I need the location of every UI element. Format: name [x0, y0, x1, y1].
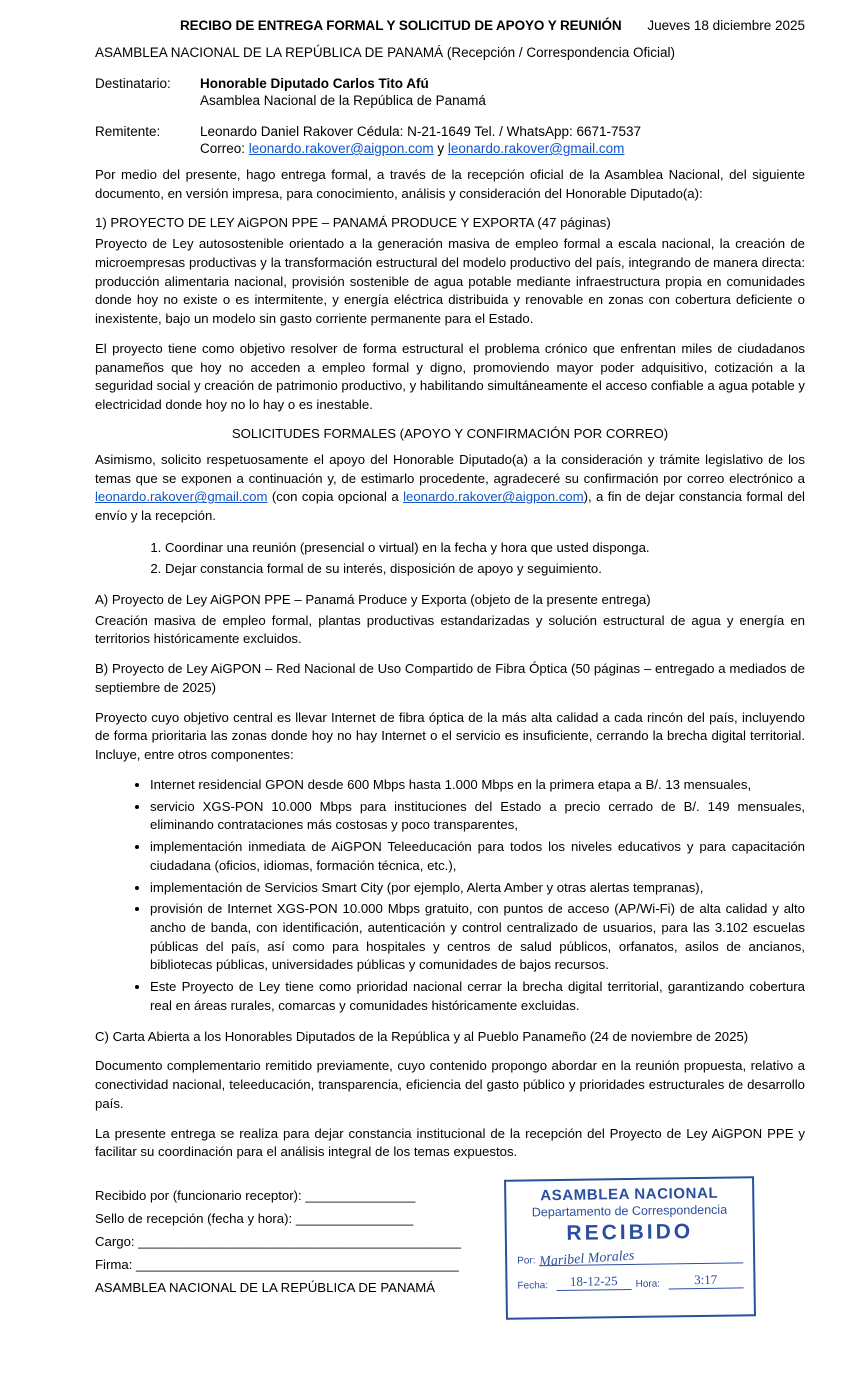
sender-emails — [200, 141, 805, 156]
sender-label: Remitente: — [95, 124, 161, 139]
sender-email-gmail-link[interactable]: leonardo.rakover@gmail.com — [447, 141, 625, 156]
sender-email-row — [95, 141, 805, 156]
list-item: • provisión de Internet XGS-PON 10.000 Mbps gratuito, con puntos de acceso (AP/Wi-Fi) de alta calidad y alto ancho de banda, con identificación, autenticación y control centralizado de usuarios, para las 3.102 escuelas públicas del país, así como para hospitales y centros de salud públicos, orfanatos, asilos de ancianos, bibliotecas públicas, universidades públicas y comunidades de bajos recursos. — [150, 900, 805, 975]
list-item: • servicio XGS-PON 10.000 Mbps para instituciones del Estado a precio cerrado de B/. 149 mensuales, eliminando contrataciones más costosas y poco transparentes, — [150, 798, 805, 835]
list-item: • implementación de Servicios Smart City (por ejemplo, Alerta Amber y otras alertas tempranas), — [150, 879, 805, 898]
recipient-spacer — [95, 93, 200, 108]
sender-row — [95, 124, 805, 139]
footer-organization: ASAMBLEA NACIONAL DE LA REPÚBLICA DE PANAMÁ — [95, 1280, 436, 1296]
stamp-line-department: Departamento de Correspondencia — [531, 1202, 728, 1220]
stamp-time-value: 3:17 — [668, 1271, 744, 1289]
stamp-by-label: Por: — [517, 1255, 536, 1267]
requests-heading: SOLICITUDES FORMALES (APOYO Y CONFIRMACIÓN POR CORREO) — [231, 425, 669, 441]
item1-title: 1) PROYECTO DE LEY AiGPON PPE – PANAMÁ PRODUCE Y EXPORTA (47 páginas) — [95, 215, 611, 231]
list-item: 2. Dejar constancia formal de su interés, disposición de apoyo y seguimiento. — [165, 558, 805, 579]
email-conjunction: y — [437, 141, 445, 156]
organization-line: ASAMBLEA NACIONAL DE LA REPÚBLICA DE PANAMÁ (Recepción / Correspondencia Oficial) — [95, 45, 675, 60]
recipient-row — [95, 76, 805, 91]
requests-intro — [95, 451, 805, 526]
stamp-time-label: Hora: — [635, 1278, 661, 1290]
sender-email-label: Correo: — [200, 141, 246, 156]
received-by-line[interactable]: Recibido por (funcionario receptor): _______________ — [95, 1188, 416, 1204]
position-line[interactable]: Cargo: ____________________________________________ — [95, 1234, 461, 1250]
item1-objective: El proyecto tiene como objetivo resolver de forma estructural el problema crónico que enfrentan miles de ciudadanos panameños que hoy no acceden a empleo formal y digno, promoviendo mayor poder adquisitivo, cotización a la seguridad social y creación de patrimonio productivo, y habilitando simultáneamente el acceso confiable a agua potable y electricidad donde hoy no lo hay o es inestable. — [95, 340, 805, 413]
stamp-line-assembly: ASAMBLEA NACIONAL — [540, 1184, 719, 1205]
section-c-description: Documento complementario remitido previamente, cuyo contenido propongo abordar en la reunión propuesta, relativo a conectividad nacional, teleeducación, transparencia, eficiencia del gasto público y prioridades estructurales de desarrollo país. — [95, 1058, 805, 1111]
request-email-aigpon-link[interactable]: leonardo.rakover@aigpon.com — [403, 489, 584, 505]
document-header — [95, 18, 805, 33]
list-item: 1. Coordinar una reunión (presencial o virtual) en la fecha y hora que usted disponga. — [165, 537, 805, 558]
document-date: Jueves 18 diciembre 2025 — [647, 18, 805, 33]
page-title: RECIBO DE ENTREGA FORMAL Y SOLICITUD DE APOYO Y REUNIÓN — [180, 18, 622, 33]
sender-spacer — [95, 141, 200, 156]
section-c-title: C) Carta Abierta a los Honorables Diputados de la República y al Pueblo Panameño (24 de noviembre de 2025) — [95, 1028, 749, 1044]
item1-description: Proyecto de Ley autosostenible orientado a la generación masiva de empleo formal a escala nacional, la creación de microempresas productivas y la transformación estructural del modelo productivo del país, integrando de manera directa: producción alimentaria nacional, provisión sostenible de agua potable mediante infraestructura propia en comunidades donde hoy no existe o es intermitente, y energía eléctrica distribuida y renovable en zonas con cobertura deficiente o inexistente, bajo un modelo sin gasto corriente permanente para el Estado. — [95, 236, 805, 327]
signature-line[interactable]: Firma: ____________________________________________ — [95, 1257, 459, 1273]
stamp-datetime-row — [517, 1271, 743, 1291]
sender-details: Leonardo Daniel Rakover Cédula: N-21-1649 Tel. / WhatsApp: 6671-7537 — [200, 124, 642, 139]
recipient-institution: Asamblea Nacional de la República de Panamá — [200, 93, 486, 108]
request-email-gmail-link[interactable]: leonardo.rakover@gmail.com — [95, 489, 268, 505]
list-item: • implementación inmediata de AiGPON Teleeducación para todos los niveles educativos y para capacitación ciudadana (oficios, idiomas, formación técnica, etc.), — [150, 838, 805, 875]
numbered-requests-list — [95, 537, 805, 579]
requests-intro-c: ), a fin de dejar constancia formal del envío y la recepción. — [95, 489, 805, 524]
intro-paragraph: Por medio del presente, hago entrega formal, a través de la recepción oficial de la Asamblea Nacional, del siguiente documento, en versión impresa, para conocimiento, análisis y consideración del Honorable Diputado(a): — [95, 167, 805, 201]
section-b-bullets — [95, 776, 805, 1016]
stamp-date-label: Fecha: — [517, 1280, 549, 1292]
reception-stamp — [504, 1176, 756, 1319]
requests-intro-b: (con copia opcional a — [267, 489, 404, 505]
section-b-description: Proyecto cuyo objetivo central es llevar Internet de fibra óptica de la más alta calidad a cada rincón del país, incluyendo de forma prioritaria las zonas donde hoy no hay Internet o el servicio es insuficiente, cerrando la brecha digital territorial. Incluye, entre otros componentes: — [95, 709, 805, 763]
closing-paragraph: La presente entrega se realiza para dejar constancia institucional de la recepción del Proyecto de Ley AiGPON PPE y facilitar su coordinación para el análisis integral de los temas expuestos. — [95, 1125, 805, 1160]
recipient-institution-row — [95, 93, 805, 108]
requests-intro-a: Asimismo, solicito respetuosamente el apoyo del Honorable Diputado(a) a la consideración y trámite legislativo de los temas que se exponen a continuación y, de estimarlo procedente, agradeceré su confirmación por correo electrónico a — [95, 451, 805, 486]
stamp-datetime-line[interactable]: Sello de recepción (fecha y hora): ________________ — [95, 1211, 414, 1227]
section-b-title: B) Proyecto de Ley AiGPON – Red Nacional de Uso Compartido de Fibra Óptica (50 páginas – entregado a mediados de septiembre de 2025) — [95, 661, 805, 695]
stamp-by-row — [517, 1248, 743, 1270]
list-item: • Internet residencial GPON desde 600 Mbps hasta 1.000 Mbps en la primera etapa a B/. 13 mensuales, — [150, 776, 805, 795]
recipient-name: Honorable Diputado Carlos Tito Afú — [200, 76, 429, 91]
section-a-description: Creación masiva de empleo formal, plantas productivas estandarizadas y solución estructural de agua y energía en territorios históricamente excluidos. — [95, 612, 805, 647]
section-a-title: A) Proyecto de Ley AiGPON PPE – Panamá Produce y Exporta (objeto de la presente entrega) — [95, 592, 651, 607]
recipient-label: Destinatario: — [95, 76, 171, 91]
stamp-by-line — [539, 1248, 743, 1270]
list-item: • Este Proyecto de Ley tiene como prioridad nacional cerrar la brecha digital territorial, garantizando cobertura real en áreas rurales, comarcas y comunidades históricamente excluidas. — [150, 978, 805, 1015]
sender-email-aigpon-link[interactable]: leonardo.rakover@aigpon.com — [248, 141, 434, 156]
document-content — [95, 18, 805, 1300]
stamp-line-received: RECIBIDO — [566, 1220, 694, 1245]
stamp-date-value: 18-12-25 — [556, 1273, 632, 1291]
stamp-by-value: Maribel Morales — [539, 1248, 636, 1270]
